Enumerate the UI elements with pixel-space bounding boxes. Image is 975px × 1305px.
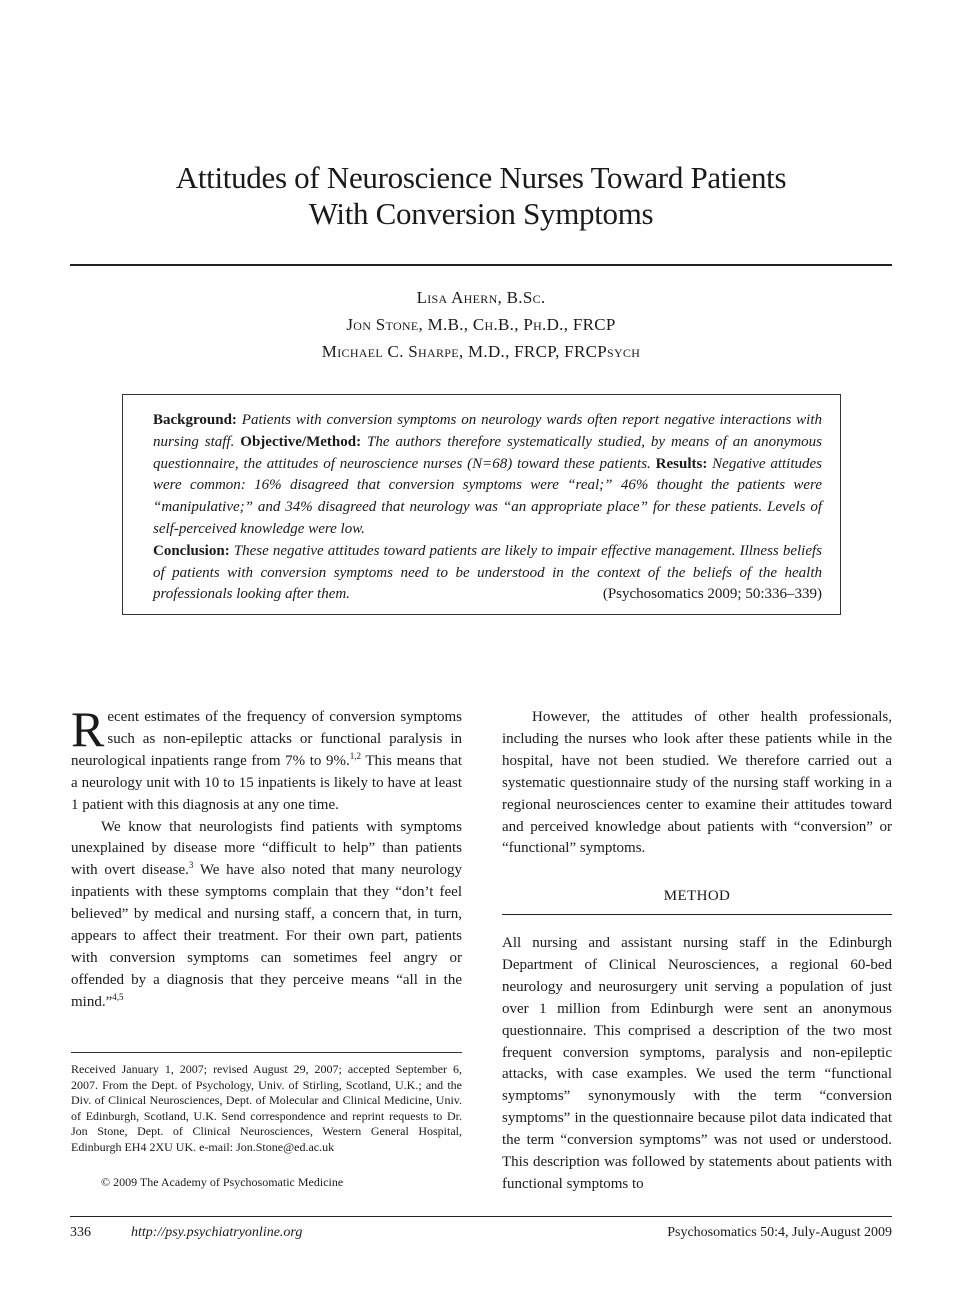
abstract-objective-text: The authors therefore systematically studied, by means of an anonymous questionnaire, the attitudes of neuroscience nurses (N=68) toward these patients. (153, 433, 823, 472)
method-paragraph: All nursing and assistant nursing staff in the Edinburgh Department of Clinical Neurosciences, a regional 60-bed neurology and neurosurgery unit serving a population of just over 1 million from Edinburgh were sent an anonymous questionnaire. This comprised a description of the two most frequent conversion symptoms, paralysis and non-epileptic attacks, with case examples. We used the term “functional symptoms” synonymously with the term “conversion symptoms” in the questionnaire because pilot data indicated that the term “conversion symptoms” was not used or understood. This description was followed by statements about patients with functional symptoms to (502, 935, 892, 1192)
right-column (502, 707, 892, 860)
footer-divider (70, 1216, 892, 1217)
intro-paragraph-2: We know that neurologists find patients with symptoms unexplained by disease more “difficult to help” than patients with overt disease.$^3$ We have also noted that many neurology inpatients with these symptoms complain that they “don’t feel believed” by medical and nursing staff, a concern that, in turn, appears to affect their treatment. For their own part, patients with conversion symptoms can sometimes feel angry or offended by a diagnosis that they perceive means “all in the mind.”$^{4,5}$ (71, 818, 462, 1010)
abstract-results-label: Results: (655, 455, 708, 472)
abstract-conclusion-text: These negative attitudes toward patients are likely to impair effective management. Illness beliefs of patients with conversion symptoms need to be understood in the context of the beliefs of the health professionals looking after them. (153, 542, 822, 603)
author-list (70, 284, 892, 365)
method-heading: METHOD (663, 888, 731, 904)
abstract (153, 410, 822, 606)
title-divider (70, 264, 892, 266)
journal-reference: Psychosomatics 50:4, July-August 2009 (667, 1225, 892, 1240)
abstract-background-text: Patients with conversion symptoms on neurology wards often report negative interactions with nursing staff. (153, 412, 822, 450)
abstract-results-text: Negative attitudes were common: 16% disagreed that conversion symptoms were “real;” 46% thought the patients were “manipulative;” and 34% disagreed that neurology was “an appropriate place” for these patients. Levels of self-perceived knowledge were low. (153, 455, 822, 537)
copyright: © 2009 The Academy of Psychosomatic Medicine (101, 1175, 344, 1189)
citation-ref: 1,2 (349, 750, 361, 761)
footnote: Received January 1, 2007; revised August 29, 2007; accepted September 6, 2007. From the Dept. of Psychology, Univ. of Stirling, Scotland, U.K.; and the Div. of Clinical Neurosciences, Dept. of Molecular and Clinical Medicine, Univ. of Edinburgh, Scotland, U.K. Send correspondence and reprint requests to Dr. Jon Stone, Dept. of Clinical Neurosciences, Western General Hospital, Edinburgh EH4 2XU UK. e-mail: Jon.Stone@ed.ac.uk (71, 1062, 462, 1154)
abstract-background-label: Background: (153, 412, 237, 428)
drop-cap: R (71, 701, 105, 757)
abstract-conclusion-label: Conclusion: (153, 542, 230, 559)
title-line-2: With Conversion Symptoms (308, 196, 654, 231)
left-column (71, 701, 462, 1014)
footnote-divider (71, 1052, 462, 1053)
article-title (70, 160, 892, 232)
journal-url-link[interactable]: http://psy.psychiatryonline.org (131, 1225, 303, 1240)
intro-paragraph-3: However, the attitudes of other health professionals, including the nurses who look after these patients while in the hospital, have not been studied. We therefore carried out a systematic questionnaire study of the nursing staff working in a regional neurosciences center to examine their attitudes toward and perceived knowledge about patients with “conversion” or “functional” symptoms. (502, 709, 892, 857)
abstract-objective-label: Objective/Method: (240, 433, 362, 450)
citation-ref: 3 (188, 860, 194, 871)
author-1: Lisa Ahern, B.Sc. (416, 288, 546, 307)
author-2: Jon Stone, M.B., Ch.B., Ph.D., FRCP (346, 315, 616, 334)
abstract-citation: (Psychosomatics 2009; 50:336–339) (602, 586, 822, 603)
title-line-1: Attitudes of Neuroscience Nurses Toward Patients (175, 160, 787, 195)
page-number: 336 (70, 1225, 91, 1240)
citation-ref: 4,5 (112, 991, 124, 1002)
author-3: Michael C. Sharpe, M.D., FRCP, FRCPsych (321, 342, 641, 361)
method-divider (502, 914, 892, 915)
intro-paragraph-1: Recent estimates of the frequency of conversion symptoms such as non-epileptic attacks or functional paralysis in neurological inpatients range from 7% to 9%.$^{1,2}$ This means that a neurology unit with 10 to 15 inpatients is likely to have at least 1 patient with this diagnosis at any one time. (71, 701, 462, 813)
